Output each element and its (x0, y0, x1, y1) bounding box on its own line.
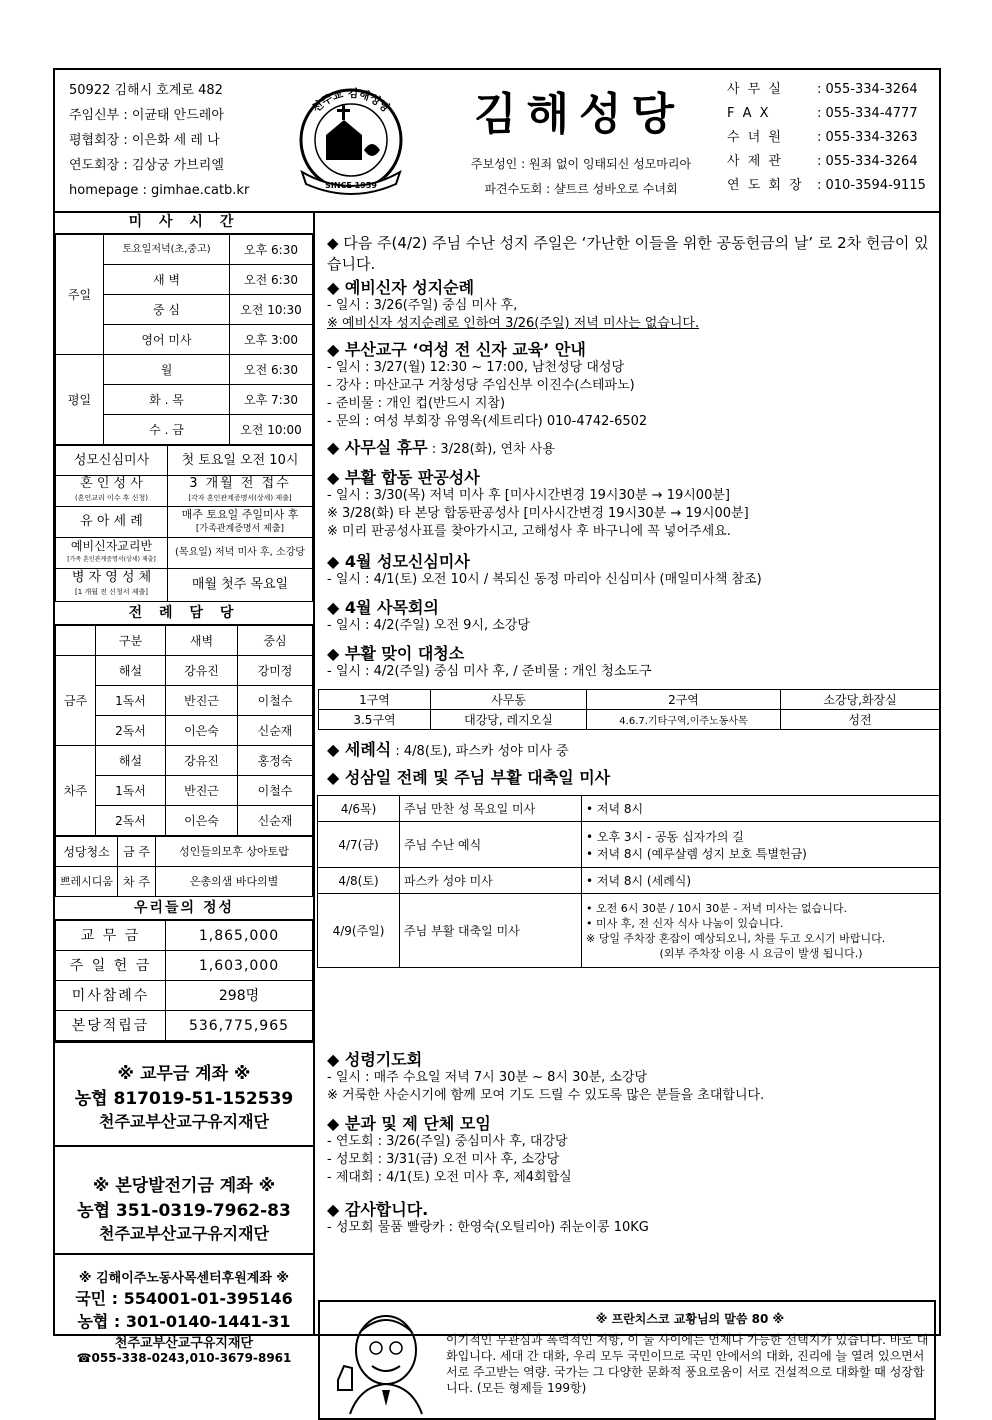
pope-caricature-icon (330, 1310, 434, 1416)
sacraments-table: 성모신심미사 첫 토요일 오전 10시 혼 인 성 사 (혼인교리 이수 후 신청) 3 개월 전 접수 [각자 혼인관계증명서(상세) 제출] 유 아 세 례 매주 토요일 주일미사 후 [가족관계증명서 제출] 예비신자교리반 [가족 혼인관계증명서(상세) 제출] (목요일) 저녁 미사 후, 소강당 병 자 영 성 체 [1 개월 전 신청서 제출] 매월 첫주 목요일 (55, 445, 313, 602)
offering-table: 교 무 금 1,865,000 주 일 헌 금 1,603,000 미사참례수 298명 본당적립금 536,775,965 (55, 920, 313, 1041)
dispatched-order: 파견수도회 : 샬트르 성바오로 수녀회 (484, 182, 678, 196)
this-week-label: 금주 (56, 656, 96, 746)
development-fund-account: ※ 본당발전기금 계좌 ※ 농협 351-0319-7962-83 천주교부산교구유지재단 (55, 1145, 313, 1253)
contact-row: F A X : 055-334-4777 (727, 106, 918, 121)
liturgy-table: 구분 새벽 중심 금주 해설 강유진 강미정 1독서 반진근 이철수 2독서 이은숙 신순재 차주 해설 강유진 홍정숙 1독서 반진근 이철수 2독서 이은숙 신순재 (55, 625, 313, 836)
notice-office-closed: ◆ 사무실 휴무 : 3/28(화), 연차 사용 (327, 438, 555, 457)
council-president: 평협회장 : 이은화 세 레 나 (69, 133, 220, 148)
contact-row: 연 도 회 장 : 010-3594-9115 (727, 178, 926, 193)
cleaning-zone-table: 1구역 사무동 2구역 소강당,화장실 3.5구역 대강당, 레지오실 4.6.7.기타구역,이주노동사목 성전 (318, 689, 940, 730)
header (55, 70, 939, 213)
notice-baptism: ◆ 세례식 : 4/8(토), 파스카 성야 미사 중 (327, 740, 569, 759)
address: 50922 김해시 호계로 482 (69, 83, 223, 98)
patron-saint: 주보성인 : 원죄 없이 잉태되신 성모마리아 (470, 157, 692, 171)
contact-row: 수 녀 원 : 055-334-3263 (727, 130, 918, 145)
pope-quote-box (318, 1300, 936, 1420)
tithe-account: ※ 교무금 계좌 ※ 농협 817019-51-152539 천주교부산교구유지재단 (55, 1041, 313, 1145)
notice-triduum: ◆ 성삼일 전례 및 주님 부활 대축일 미사 (327, 768, 611, 787)
homepage: homepage : gimhae.catb.kr (69, 183, 250, 198)
notice-pilgrimage: ◆ 예비신자 성지순례 - 일시 : 3/26(주일) 중심 미사 후, ※ 예비신자 성지순례로 인하여 3/26(주일) 저녁 미사는 없습니다. (327, 278, 700, 331)
next-week-label: 차주 (56, 746, 96, 836)
notice-pastoral-council: ◆ 4월 사목회의 - 일시 : 4/2(주일) 오전 9시, 소강당 (327, 598, 530, 633)
contact-list (727, 78, 926, 198)
notice-women-education: ◆ 부산교구 ‘여성 전 신자 교육’ 안내 - 일시 : 3/27(월) 12:30 ~ 17:00, 남천성당 대성당 - 강사 : 마산교구 거창성당 주임신부 이진수(스테파노) - 준비물 : 개인 컵(반드시 지참) - 문의 : 여성 부회장 유영옥(세트리다) 010-4742-6502 (327, 340, 648, 429)
logo-text: 천주교 김해성당 (309, 86, 393, 115)
patron-block (451, 152, 711, 202)
sunday-label: 주일 (56, 235, 104, 355)
mass-times-heading: 미 사 시 간 (55, 211, 313, 234)
notice-confession: ◆ 부활 합동 판공성사 - 일시 : 3/30(목) 저녁 미사 후 [미사시간변경 19시30분 → 19시00분] ※ 3/28(화) 타 본당 합동판공성사 [미사시간변경 19시30분 → 19시00분] ※ 미리 판공성사표를 찾아가시고, 고해성사 후 바구니에 꼭 넣어주세요. (327, 468, 749, 539)
notice-collection: ◆ 다음 주(4/2) 주님 수난 성지 주일은 ‘가난한 이들을 위한 공동헌금의 날’ 로 2차 헌금이 있습니다. (327, 234, 929, 273)
offering-heading: 우리들의 정성 (55, 897, 313, 920)
parish-logo-icon (292, 80, 410, 202)
notice-cleaning: ◆ 부활 맞이 대청소 - 일시 : 4/2(주일) 중심 미사 후, / 준비물 : 개인 청소도구 (327, 644, 652, 679)
notice-thanks: ◆ 감사합니다. - 성모회 물품 빨랑카 : 한영숙(오틸리아) 쥐눈이콩 10KG (327, 1200, 649, 1235)
left-column (55, 211, 315, 1365)
notice-group-meetings: ◆ 분과 및 제 단체 모임 - 연도회 : 3/26(주일) 중심미사 후, 대강당 - 성모회 : 3/31(금) 오전 미사 후, 소강당 - 제대회 : 4/1(토) 오전 미사 후, 제4회합실 (327, 1114, 572, 1185)
notice-marian-mass: ◆ 4월 성모신심미사 - 일시 : 4/1(토) 오전 10시 / 복되신 동정 마리아 신심미사 (매일미사책 참조) (327, 552, 762, 587)
pope-quote-title: ※ 프란치스코 교황님의 말씀 80 ※ (595, 1312, 785, 1326)
yeondo-president: 연도회장 : 김상궁 가브리엘 (69, 158, 224, 173)
cleaning-table: 성당청소 금 주 성인들의모후 상아토랍 쁘레시디움 차 주 은총의샘 바다의별 (55, 836, 313, 897)
pastor: 주임신부 : 이균태 안드레아 (69, 108, 224, 123)
mass-times-table: 주일 토요일저녁(초,중고) 오후 6:30 새 벽 오전 6:30 중 심 오전 10:30 영어 미사 오후 3:00 평일 월 오전 6:30 화 . 목 오후 7:30 수 . 금 오전 10:00 (55, 234, 313, 445)
pope-quote-text: 이기적인 무관심과 폭력적인 저항, 이 둘 사이에는 언제나 가능한 선택지가 있습니다. 바로 대화입니다. 세대 간 대화, 우리 모두 국민이므로 국민 안에서의 대화, 진리에 늘 열려 있으면서 서로 주고받는 역량. 국가는 그 다양한 문화적 풍요로움이 서로 건설적으로 대화할 때 성장합니다. (모든 형제들 199항) (446, 1333, 929, 1395)
notice-prayer-meeting: ◆ 성령기도회 - 일시 : 매주 수요일 저녁 7시 30분 ~ 8시 30분, 소강당 ※ 거룩한 사순시기에 함께 모여 기도 드릴 수 있도록 많은 분들을 초대합니다. (327, 1050, 765, 1103)
parish-title: 김해성당 (473, 89, 684, 140)
contact-row: 사 제 관 : 055-334-3264 (727, 154, 918, 169)
liturgy-heading: 전 례 담 당 (55, 602, 313, 625)
contact-row: 사 무 실 : 055-334-3264 (727, 82, 918, 97)
parish-info (69, 78, 249, 203)
bulletin-frame (53, 68, 941, 1395)
logo-since: SINCE 1959 (325, 181, 377, 190)
weekday-label: 평일 (56, 355, 104, 445)
migrant-center-account: ※ 김해이주노동사목센터후원계좌 ※ 국민 : 554001-01-395146 농협 : 301-0140-1441-31 천주교부산교구유지재단 ☎055-338-0243,010-3679-8961 (55, 1253, 313, 1371)
triduum-schedule-table: 4/6목) 주님 만찬 성 목요일 미사 • 저녁 8시 4/7(금) 주님 수난 예식 • 오후 3시 - 공동 십자가의 길 • 저녁 8시 (예루살렘 성지 보호 특별헌금) 4/8(토) 파스카 성야 미사 • 저녁 8시 (세례식) 4/9(주일) 주님 부활 대축일 미사 • 오전 6시 30분 / 10시 30분 - 저녁 미사는 없습니다. • 미사 후, 전 신자 식사 나눔이 있습니다. ※ 당일 주차장 혼잡이 예상되오니, 차를 두고 오시기 바랍니다. (외부 주차장 이용 시 요금이 발생 됩니다.) (317, 795, 941, 968)
